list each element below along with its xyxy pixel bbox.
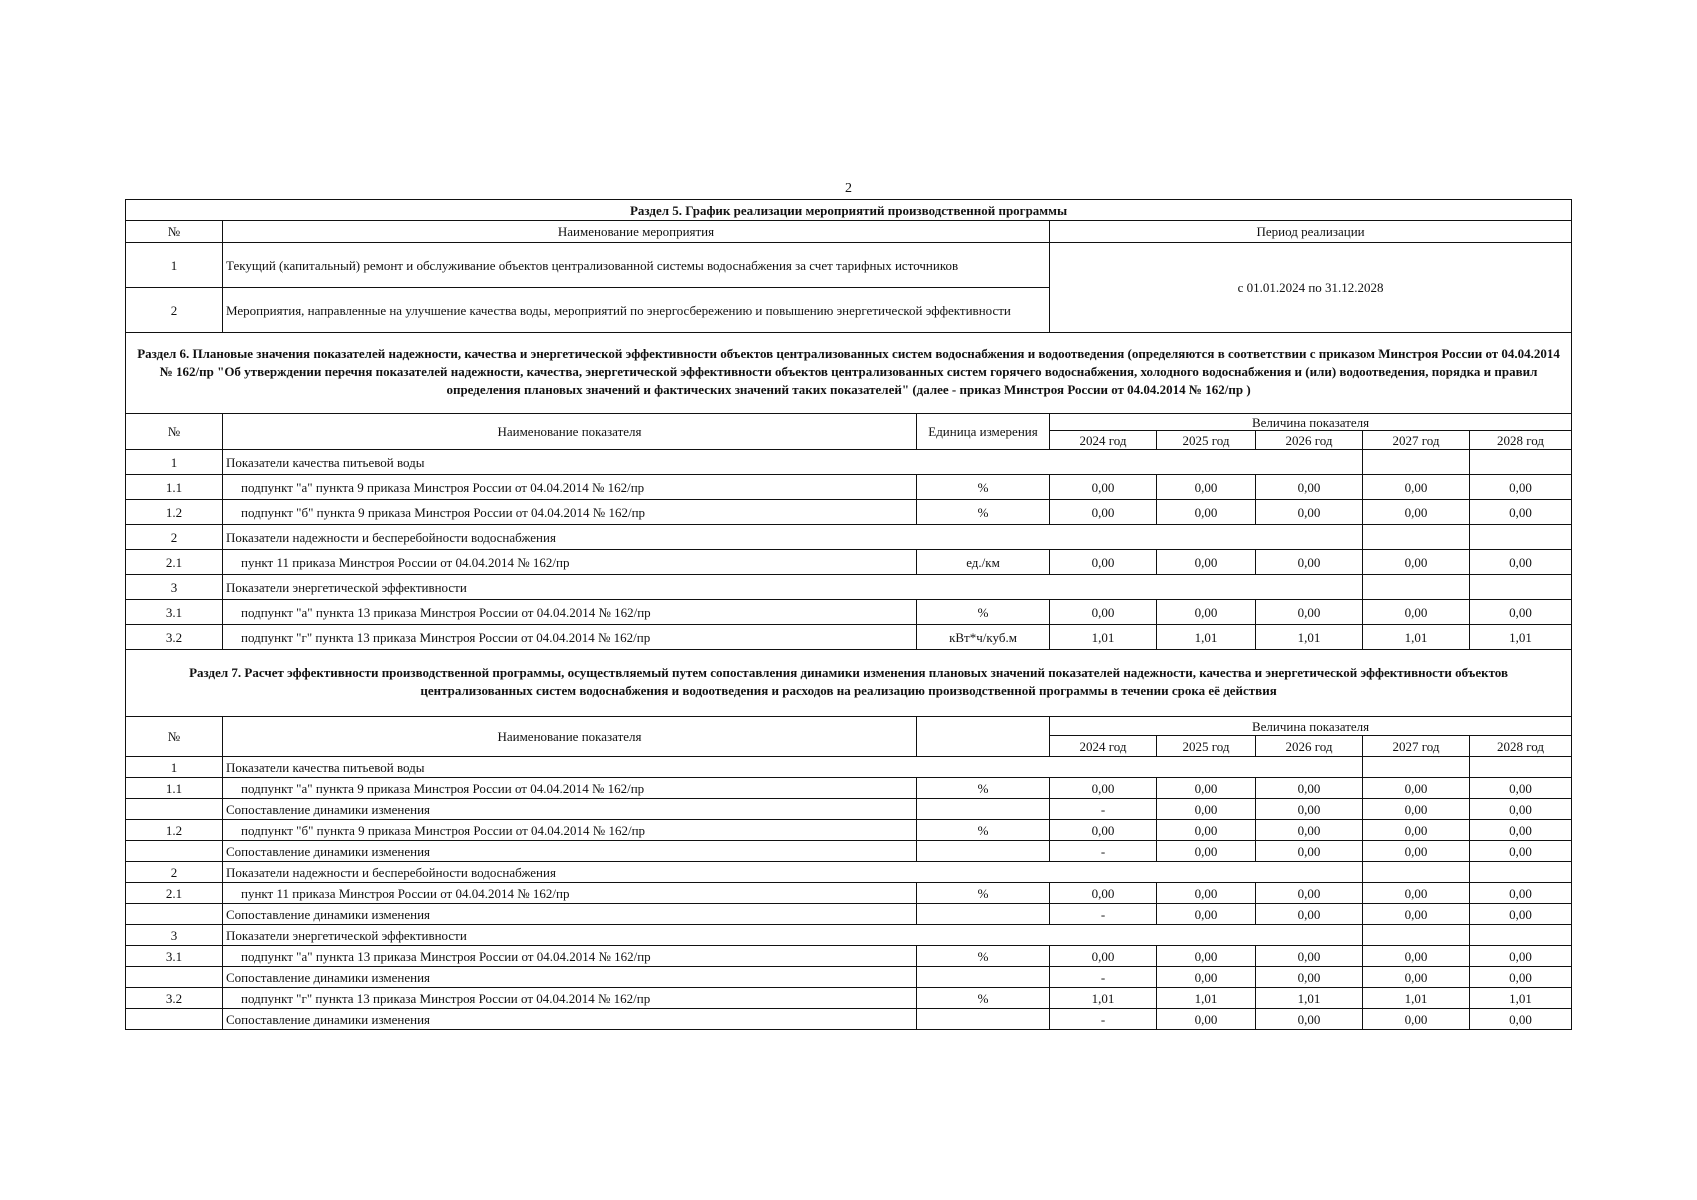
section5-header-row bbox=[126, 221, 1572, 243]
value-cell: 0,00 bbox=[1363, 500, 1470, 525]
value-cell: 0,00 bbox=[1363, 904, 1470, 925]
section6-header-row bbox=[126, 414, 1572, 431]
section7-col-no: № bbox=[126, 717, 223, 757]
unit-cell: % bbox=[917, 778, 1050, 799]
indicator-row bbox=[126, 500, 1572, 525]
section5-col-name: Наименование мероприятия bbox=[223, 221, 1050, 243]
indicator-row bbox=[126, 625, 1572, 650]
value-cell: 0,00 bbox=[1470, 841, 1572, 862]
indicator-row bbox=[126, 550, 1572, 575]
page-number: 2 bbox=[845, 181, 852, 196]
unit-cell: % bbox=[917, 820, 1050, 841]
empty-cell bbox=[1363, 757, 1470, 778]
value-cell: 0,00 bbox=[1363, 600, 1470, 625]
value-cell: 0,00 bbox=[1256, 475, 1363, 500]
year-header: 2026 год bbox=[1256, 736, 1363, 757]
group-name: Показатели качества питьевой воды bbox=[223, 450, 1363, 475]
group-name: Показатели надежности и бесперебойности водоснабжения bbox=[223, 862, 1363, 883]
value-cell: 1,01 bbox=[1256, 988, 1363, 1009]
value-cell: 0,00 bbox=[1363, 550, 1470, 575]
year-header: 2025 год bbox=[1157, 431, 1256, 450]
value-cell: - bbox=[1050, 841, 1157, 862]
unit-cell: ед./км bbox=[917, 550, 1050, 575]
value-cell: 0,00 bbox=[1050, 820, 1157, 841]
value-cell: 0,00 bbox=[1363, 799, 1470, 820]
section5-title: Раздел 5. График реализации мероприятий производственной программы bbox=[126, 200, 1572, 221]
year-header: 2028 год bbox=[1470, 431, 1572, 450]
section6-col-unit: Единица измерения bbox=[917, 414, 1050, 450]
section5-col-period: Период реализации bbox=[1050, 221, 1572, 243]
group-row bbox=[126, 862, 1572, 883]
value-cell: 0,00 bbox=[1256, 967, 1363, 988]
comparison-row bbox=[126, 841, 1572, 862]
row-number bbox=[126, 841, 223, 862]
row-number: 3.1 bbox=[126, 946, 223, 967]
value-cell: 0,00 bbox=[1157, 946, 1256, 967]
section5-row bbox=[126, 243, 1572, 288]
section7-title-row bbox=[126, 650, 1572, 717]
indicator-name: пункт 11 приказа Минстроя России от 04.04.2014 № 162/пр bbox=[223, 883, 917, 904]
value-cell: 0,00 bbox=[1050, 946, 1157, 967]
value-cell: - bbox=[1050, 1009, 1157, 1030]
row-number: 1 bbox=[126, 757, 223, 778]
activity-name: Мероприятия, направленные на улучшение качества воды, мероприятий по энергосбережению и повышению энергетической эффективности bbox=[223, 288, 1050, 333]
indicator-row bbox=[126, 600, 1572, 625]
section6-title-row bbox=[126, 333, 1572, 414]
empty-cell bbox=[1470, 450, 1572, 475]
value-cell: 0,00 bbox=[1256, 883, 1363, 904]
main-table bbox=[125, 199, 1572, 1030]
unit-cell bbox=[917, 799, 1050, 820]
empty-cell bbox=[1363, 575, 1470, 600]
empty-cell bbox=[1470, 757, 1572, 778]
value-cell: 0,00 bbox=[1363, 820, 1470, 841]
value-cell: 0,00 bbox=[1470, 799, 1572, 820]
value-cell: 0,00 bbox=[1157, 1009, 1256, 1030]
unit-cell: % bbox=[917, 988, 1050, 1009]
unit-cell bbox=[917, 904, 1050, 925]
activity-name: Текущий (капитальный) ремонт и обслуживание объектов централизованной системы водоснабжения за счет тарифных источников bbox=[223, 243, 1050, 288]
value-cell: 0,00 bbox=[1157, 883, 1256, 904]
section5-col-no: № bbox=[126, 221, 223, 243]
unit-cell bbox=[917, 841, 1050, 862]
empty-cell bbox=[1470, 862, 1572, 883]
indicator-name: подпункт "г" пункта 13 приказа Минстроя России от 04.04.2014 № 162/пр bbox=[223, 988, 917, 1009]
value-cell: 0,00 bbox=[1256, 841, 1363, 862]
value-cell: 0,00 bbox=[1050, 550, 1157, 575]
indicator-row bbox=[126, 988, 1572, 1009]
value-cell: 0,00 bbox=[1157, 904, 1256, 925]
group-name: Показатели качества питьевой воды bbox=[223, 757, 1363, 778]
section7-title: Раздел 7. Расчет эффективности производственной программы, осуществляемый путем сопоставления динамики изменения плановых значений показателей надежности, качества и энергетической эффективности объектов централизованных систем водоснабжения и водоотведения и расходов на реализацию производственной программы в течении срока её действия bbox=[126, 650, 1572, 717]
value-cell: 0,00 bbox=[1050, 500, 1157, 525]
value-cell: 0,00 bbox=[1470, 500, 1572, 525]
value-cell: 0,00 bbox=[1157, 799, 1256, 820]
indicator-row bbox=[126, 883, 1572, 904]
section6-title: Раздел 6. Плановые значения показателей надежности, качества и энергетической эффективности объектов централизованных систем водоснабжения и водоотведения (определяются в соответствии с приказом Минстроя России от 04.04.2014 № 162/пр "Об утверждении перечня показателей надежности, качества, энергетической эффективности объектов централизованных систем горячего водоснабжения, холодного водоснабжения и (или) водоотведения, порядка и правил определения плановых значений и фактических значений таких показателей" (далее - приказ Минстроя России от 04.04.2014 № 162/пр ) bbox=[126, 333, 1572, 414]
row-number: 3.2 bbox=[126, 625, 223, 650]
indicator-name: пункт 11 приказа Минстроя России от 04.04.2014 № 162/пр bbox=[223, 550, 917, 575]
value-cell: 0,00 bbox=[1050, 778, 1157, 799]
value-cell: 1,01 bbox=[1256, 625, 1363, 650]
document-sheet bbox=[125, 199, 1571, 1030]
value-cell: 0,00 bbox=[1470, 550, 1572, 575]
indicator-name: подпункт "б" пункта 9 приказа Минстроя России от 04.04.2014 № 162/пр bbox=[223, 500, 917, 525]
value-cell: 1,01 bbox=[1050, 988, 1157, 1009]
group-row bbox=[126, 525, 1572, 550]
value-cell: 0,00 bbox=[1157, 841, 1256, 862]
section7-col-value: Величина показателя bbox=[1050, 717, 1572, 736]
value-cell: 1,01 bbox=[1470, 625, 1572, 650]
value-cell: 0,00 bbox=[1256, 500, 1363, 525]
value-cell: 0,00 bbox=[1363, 1009, 1470, 1030]
value-cell: 1,01 bbox=[1157, 625, 1256, 650]
value-cell: 0,00 bbox=[1256, 550, 1363, 575]
indicator-row bbox=[126, 946, 1572, 967]
value-cell: - bbox=[1050, 799, 1157, 820]
comparison-name: Сопоставление динамики изменения bbox=[223, 799, 917, 820]
value-cell: 0,00 bbox=[1256, 1009, 1363, 1030]
year-header: 2027 год bbox=[1363, 736, 1470, 757]
row-number: 1.1 bbox=[126, 475, 223, 500]
empty-cell bbox=[917, 717, 1050, 757]
comparison-row bbox=[126, 1009, 1572, 1030]
value-cell: 0,00 bbox=[1470, 967, 1572, 988]
value-cell: 0,00 bbox=[1050, 883, 1157, 904]
value-cell: 0,00 bbox=[1050, 600, 1157, 625]
unit-cell: % bbox=[917, 500, 1050, 525]
row-number: 2.1 bbox=[126, 550, 223, 575]
indicator-name: подпункт "г" пункта 13 приказа Минстроя России от 04.04.2014 № 162/пр bbox=[223, 625, 917, 650]
row-number: 1 bbox=[126, 243, 223, 288]
group-name: Показатели энергетической эффективности bbox=[223, 925, 1363, 946]
comparison-name: Сопоставление динамики изменения bbox=[223, 904, 917, 925]
value-cell: 0,00 bbox=[1157, 600, 1256, 625]
indicator-name: подпункт "а" пункта 13 приказа Минстроя России от 04.04.2014 № 162/пр bbox=[223, 600, 917, 625]
year-header: 2024 год bbox=[1050, 431, 1157, 450]
row-number bbox=[126, 967, 223, 988]
value-cell: 0,00 bbox=[1363, 946, 1470, 967]
indicator-name: подпункт "б" пункта 9 приказа Минстроя России от 04.04.2014 № 162/пр bbox=[223, 820, 917, 841]
unit-cell bbox=[917, 967, 1050, 988]
row-number: 3.2 bbox=[126, 988, 223, 1009]
value-cell: 0,00 bbox=[1470, 946, 1572, 967]
section6-col-value: Величина показателя bbox=[1050, 414, 1572, 431]
value-cell: 0,00 bbox=[1363, 475, 1470, 500]
group-name: Показатели надежности и бесперебойности водоснабжения bbox=[223, 525, 1363, 550]
empty-cell bbox=[1363, 525, 1470, 550]
section7-col-name: Наименование показателя bbox=[223, 717, 917, 757]
value-cell: 0,00 bbox=[1256, 946, 1363, 967]
comparison-row bbox=[126, 904, 1572, 925]
row-number: 3 bbox=[126, 925, 223, 946]
value-cell: 0,00 bbox=[1157, 967, 1256, 988]
row-number: 2.1 bbox=[126, 883, 223, 904]
value-cell: 0,00 bbox=[1363, 778, 1470, 799]
period-value: с 01.01.2024 по 31.12.2028 bbox=[1050, 243, 1572, 333]
value-cell: 0,00 bbox=[1157, 500, 1256, 525]
unit-cell bbox=[917, 1009, 1050, 1030]
row-number bbox=[126, 904, 223, 925]
value-cell: 0,00 bbox=[1256, 799, 1363, 820]
indicator-row bbox=[126, 820, 1572, 841]
empty-cell bbox=[1470, 575, 1572, 600]
unit-cell: % bbox=[917, 883, 1050, 904]
empty-cell bbox=[1363, 925, 1470, 946]
unit-cell: % bbox=[917, 475, 1050, 500]
value-cell: 0,00 bbox=[1470, 1009, 1572, 1030]
row-number: 1.1 bbox=[126, 778, 223, 799]
row-number bbox=[126, 1009, 223, 1030]
indicator-row bbox=[126, 778, 1572, 799]
group-name: Показатели энергетической эффективности bbox=[223, 575, 1363, 600]
value-cell: 0,00 bbox=[1256, 904, 1363, 925]
value-cell: 0,00 bbox=[1157, 820, 1256, 841]
value-cell: 0,00 bbox=[1363, 967, 1470, 988]
value-cell: 1,01 bbox=[1050, 625, 1157, 650]
row-number: 1.2 bbox=[126, 820, 223, 841]
empty-cell bbox=[1470, 525, 1572, 550]
section6-col-no: № bbox=[126, 414, 223, 450]
empty-cell bbox=[1470, 925, 1572, 946]
unit-cell: % bbox=[917, 600, 1050, 625]
row-number: 1.2 bbox=[126, 500, 223, 525]
row-number bbox=[126, 799, 223, 820]
year-header: 2027 год bbox=[1363, 431, 1470, 450]
value-cell: 0,00 bbox=[1470, 883, 1572, 904]
row-number: 2 bbox=[126, 525, 223, 550]
value-cell: 0,00 bbox=[1157, 550, 1256, 575]
group-row bbox=[126, 450, 1572, 475]
value-cell: 1,01 bbox=[1363, 988, 1470, 1009]
value-cell: 0,00 bbox=[1050, 475, 1157, 500]
value-cell: 0,00 bbox=[1363, 883, 1470, 904]
unit-cell: % bbox=[917, 946, 1050, 967]
indicator-name: подпункт "а" пункта 13 приказа Минстроя России от 04.04.2014 № 162/пр bbox=[223, 946, 917, 967]
value-cell: 0,00 bbox=[1470, 820, 1572, 841]
row-number: 2 bbox=[126, 288, 223, 333]
value-cell: - bbox=[1050, 904, 1157, 925]
value-cell: 0,00 bbox=[1470, 475, 1572, 500]
year-header: 2024 год bbox=[1050, 736, 1157, 757]
year-header: 2028 год bbox=[1470, 736, 1572, 757]
comparison-row bbox=[126, 967, 1572, 988]
indicator-name: подпункт "а" пункта 9 приказа Минстроя России от 04.04.2014 № 162/пр bbox=[223, 778, 917, 799]
value-cell: 0,00 bbox=[1470, 904, 1572, 925]
comparison-name: Сопоставление динамики изменения bbox=[223, 967, 917, 988]
section7-header-row bbox=[126, 717, 1572, 736]
group-row bbox=[126, 925, 1572, 946]
value-cell: 0,00 bbox=[1470, 778, 1572, 799]
year-header: 2025 год bbox=[1157, 736, 1256, 757]
comparison-name: Сопоставление динамики изменения bbox=[223, 841, 917, 862]
value-cell: 1,01 bbox=[1157, 988, 1256, 1009]
row-number: 2 bbox=[126, 862, 223, 883]
value-cell: - bbox=[1050, 967, 1157, 988]
indicator-row bbox=[126, 475, 1572, 500]
value-cell: 1,01 bbox=[1470, 988, 1572, 1009]
group-row bbox=[126, 575, 1572, 600]
comparison-name: Сопоставление динамики изменения bbox=[223, 1009, 917, 1030]
value-cell: 0,00 bbox=[1256, 600, 1363, 625]
section6-col-name: Наименование показателя bbox=[223, 414, 917, 450]
value-cell: 0,00 bbox=[1256, 778, 1363, 799]
value-cell: 0,00 bbox=[1256, 820, 1363, 841]
row-number: 1 bbox=[126, 450, 223, 475]
value-cell: 0,00 bbox=[1157, 778, 1256, 799]
empty-cell bbox=[1363, 450, 1470, 475]
year-header: 2026 год bbox=[1256, 431, 1363, 450]
value-cell: 0,00 bbox=[1157, 475, 1256, 500]
indicator-name: подпункт "а" пункта 9 приказа Минстроя России от 04.04.2014 № 162/пр bbox=[223, 475, 917, 500]
value-cell: 0,00 bbox=[1363, 841, 1470, 862]
row-number: 3 bbox=[126, 575, 223, 600]
row-number: 3.1 bbox=[126, 600, 223, 625]
comparison-row bbox=[126, 799, 1572, 820]
value-cell: 1,01 bbox=[1363, 625, 1470, 650]
unit-cell: кВт*ч/куб.м bbox=[917, 625, 1050, 650]
empty-cell bbox=[1363, 862, 1470, 883]
group-row bbox=[126, 757, 1572, 778]
section5-title-row bbox=[126, 200, 1572, 221]
value-cell: 0,00 bbox=[1470, 600, 1572, 625]
